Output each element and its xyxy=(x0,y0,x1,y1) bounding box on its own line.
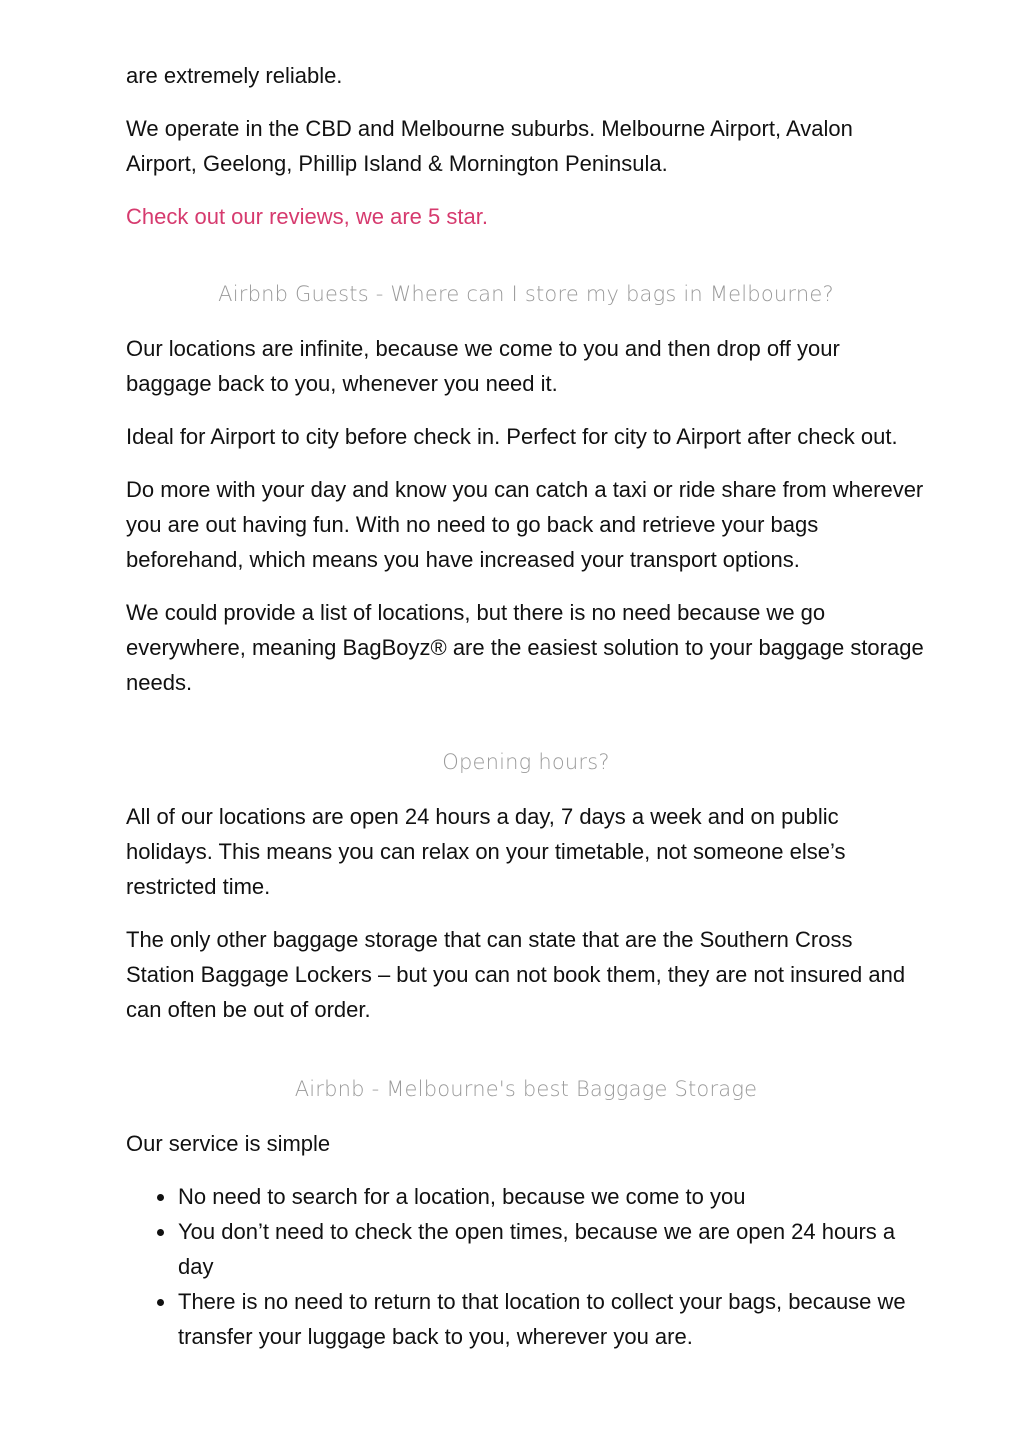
list-item xyxy=(178,1214,926,1284)
bullet-icon xyxy=(157,1229,164,1236)
service-list xyxy=(126,1179,926,1354)
list-item-text: No need to search for a location, because we come to you xyxy=(178,1184,746,1209)
guests-paragraph: We could provide a list of locations, but there is no need because we go everywhere, meaning BagBoyz® are the easiest solution to your baggage storage needs. xyxy=(126,600,924,695)
hours-paragraph: The only other baggage storage that can state that are the Southern Cross Station Baggage Lockers – but you can not book them, they are not insured and can often be out of order. xyxy=(126,927,906,1022)
service-area-text: We operate in the CBD and Melbourne suburbs. Melbourne Airport, Avalon Airport, Geelong, Phillip Island & Mornington Peninsula. xyxy=(126,116,853,176)
reviews-paragraph xyxy=(126,199,926,234)
heading-opening-hours: Opening hours? xyxy=(442,750,610,774)
bullet-icon xyxy=(157,1194,164,1201)
service-intro-text: Our service is simple xyxy=(126,1131,331,1156)
guests-paragraph: Do more with your day and know you can catch a taxi or ride share from wherever you are out having fun. With no need to go back and retrieve your bags beforehand, which means you have increased your transport options. xyxy=(126,477,924,572)
hours-paragraph: All of our locations are open 24 hours a day, 7 days a week and on public holidays. This means you can relax on your timetable, not someone else’s restricted time. xyxy=(126,804,846,899)
list-item xyxy=(178,1284,926,1354)
reviews-link[interactable]: Check out our reviews, we are 5 star. xyxy=(126,204,488,229)
bullet-icon xyxy=(157,1299,164,1306)
list-item-text: There is no need to return to that location to collect your bags, because we transfer your luggage back to you, wherever you are. xyxy=(178,1289,906,1349)
heading-airbnb-guests: Airbnb Guests - Where can I store my bags in Melbourne? xyxy=(218,282,834,306)
guests-paragraph: Our locations are infinite, because we come to you and then drop off your baggage back to you, whenever you need it. xyxy=(126,336,840,396)
article-content xyxy=(126,58,926,1354)
reliable-text: are extremely reliable. xyxy=(126,63,343,88)
guests-paragraph: Ideal for Airport to city before check in. Perfect for city to Airport after check out. xyxy=(126,424,898,449)
list-item xyxy=(178,1179,926,1214)
list-item-text: You don’t need to check the open times, because we are open 24 hours a day xyxy=(178,1219,896,1279)
heading-best-storage: Airbnb - Melbourne's best Baggage Storage xyxy=(294,1077,758,1101)
